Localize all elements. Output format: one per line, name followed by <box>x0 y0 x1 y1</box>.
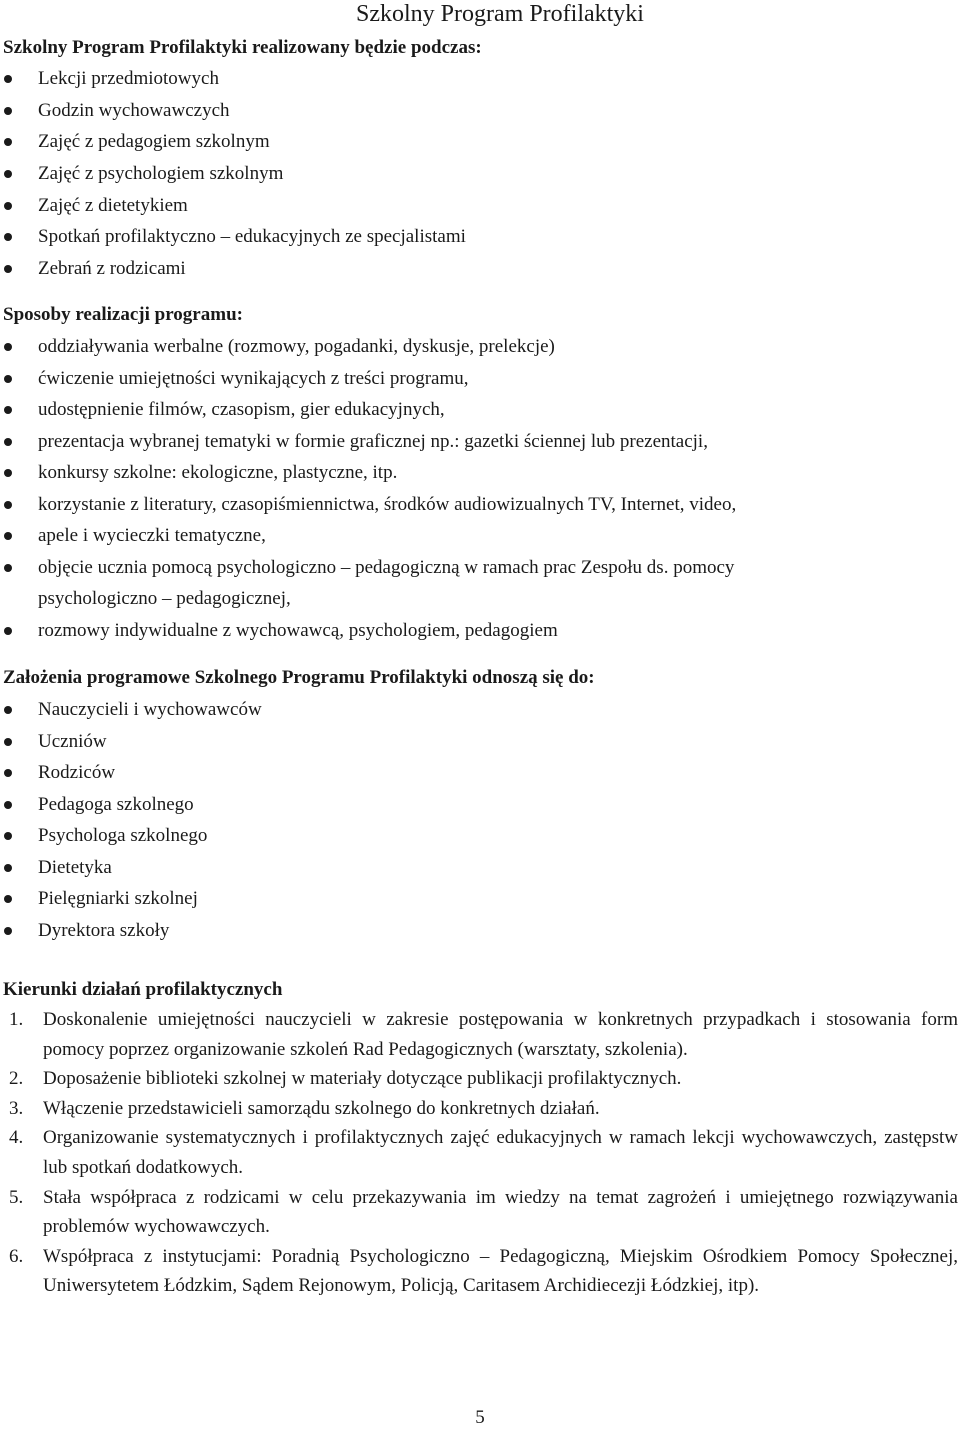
list-item: ćwiczenie umiejętności wynikających z treści programu, <box>0 363 960 395</box>
list-item: Zajęć z dietetykiem <box>0 190 960 222</box>
list-item: udostępnienie filmów, czasopism, gier edukacyjnych, <box>0 394 960 426</box>
bullet-list <box>0 63 960 285</box>
bullet-icon <box>4 895 12 903</box>
bullet-icon <box>4 265 12 273</box>
list-item: korzystanie z literatury, czasopiśmiennictwa, środków audiowizualnych TV, Internet, video, <box>0 489 960 521</box>
list-item: apele i wycieczki tematyczne, <box>0 520 960 552</box>
bullet-icon <box>4 107 12 115</box>
bullet-icon <box>4 202 12 210</box>
bullet-icon <box>4 469 12 477</box>
section-realization-contexts <box>0 33 960 285</box>
list-item: 4. Organizowanie systematycznych i profilaktycznych zajęć edukacyjnych w ramach lekcji wychowawczych, zastępstw lub spotkań dodatkowych. <box>0 1123 960 1182</box>
bullet-icon <box>4 501 12 509</box>
list-item: objęcie ucznia pomocą psychologiczno – pedagogiczną w ramach prac Zespołu ds. pomocy <box>0 552 960 584</box>
bullet-icon <box>4 170 12 178</box>
bullet-list <box>0 331 960 646</box>
bullet-icon <box>4 832 12 840</box>
section-target-groups <box>0 662 960 946</box>
bullet-icon <box>4 769 12 777</box>
numbered-list <box>0 1005 960 1301</box>
list-item: Pielęgniarki szkolnej <box>0 883 960 915</box>
list-item: Zajęć z pedagogiem szkolnym <box>0 126 960 158</box>
bullet-icon <box>4 138 12 146</box>
bullet-icon <box>4 738 12 746</box>
list-item: 1. Doskonalenie umiejętności nauczycieli w zakresie postępowania w konkretnych przypadkach i stosowania form pomocy poprzez organizowanie szkoleń Rad Pedagogicznych (warsztaty, szkolenia). <box>0 1005 960 1064</box>
list-item: 2. Doposażenie biblioteki szkolnej w materiały dotyczące publikacji profilaktycznych. <box>0 1064 960 1094</box>
list-item: konkursy szkolne: ekologiczne, plastyczne, itp. <box>0 457 960 489</box>
list-item: Lekcji przedmiotowych <box>0 63 960 95</box>
list-item: Dyrektora szkoły <box>0 915 960 947</box>
list-item-continuation: psychologiczno – pedagogicznej, <box>38 588 291 609</box>
document-title: Szkolny Program Profilaktyki <box>356 1 644 27</box>
list-item: 5. Stała współpraca z rodzicami w celu przekazywania im wiedzy na temat zagrożeń i umiejętnego rozwiązywania problemów wychowawczych. <box>0 1183 960 1242</box>
bullet-icon <box>4 627 12 635</box>
item-number: 4. <box>9 1127 24 1149</box>
bullet-list <box>0 694 960 946</box>
item-number: 6. <box>9 1245 24 1267</box>
bullet-icon <box>4 375 12 383</box>
list-item: Dietetyka <box>0 852 960 884</box>
bullet-icon <box>4 706 12 714</box>
section-heading: Kierunki działań profilaktycznych <box>3 979 283 1000</box>
bullet-icon <box>4 406 12 414</box>
bullet-icon <box>4 801 12 809</box>
bullet-icon <box>4 233 12 241</box>
section-heading: Założenia programowe Szkolnego Programu Profilaktyki odnoszą się do: <box>3 667 595 688</box>
list-item: Pedagoga szkolnego <box>0 789 960 821</box>
list-item: Rodziców <box>0 757 960 789</box>
section-prevention-directions <box>0 975 960 1301</box>
list-item: rozmowy indywidualne z wychowawcą, psychologiem, pedagogiem <box>0 615 960 647</box>
list-item: 3. Włączenie przedstawicieli samorządu szkolnego do konkretnych działań. <box>0 1094 960 1124</box>
item-number: 5. <box>9 1186 24 1208</box>
bullet-icon <box>4 438 12 446</box>
bullet-icon <box>4 927 12 935</box>
item-number: 2. <box>9 1068 24 1090</box>
list-item: Nauczycieli i wychowawców <box>0 694 960 726</box>
list-item: Zajęć z psychologiem szkolnym <box>0 158 960 190</box>
bullet-icon <box>4 75 12 83</box>
list-item: Godzin wychowawczych <box>0 95 960 127</box>
item-number: 3. <box>9 1097 24 1119</box>
bullet-icon <box>4 532 12 540</box>
list-item: Psychologa szkolnego <box>0 820 960 852</box>
list-item: Uczniów <box>0 726 960 758</box>
list-item: oddziaływania werbalne (rozmowy, pogadanki, dyskusje, prelekcje) <box>0 331 960 363</box>
item-number: 1. <box>9 1009 24 1030</box>
bullet-icon <box>4 343 12 351</box>
list-item: prezentacja wybranej tematyki w formie graficznej np.: gazetki ściennej lub prezentacji, <box>0 426 960 458</box>
section-realization-methods <box>0 299 960 646</box>
list-item: 6. Współpraca z instytucjami: Poradnią Psychologiczno – Pedagogiczną, Miejskim Ośrodkiem Pomocy Społecznej, Uniwersytetem Łódzkim, Sądem Rejonowym, Policją, Caritasem Archidiecezji Łódzkiej, itp). <box>0 1242 960 1301</box>
section-heading: Sposoby realizacji programu: <box>3 304 243 325</box>
bullet-icon <box>4 564 12 572</box>
list-item: Spotkań profilaktyczno – edukacyjnych ze specjalistami <box>0 221 960 253</box>
page-number: 5 <box>475 1407 485 1428</box>
list-item: Zebrań z rodzicami <box>0 253 960 285</box>
section-heading: Szkolny Program Profilaktyki realizowany będzie podczas: <box>3 37 482 58</box>
bullet-icon <box>4 864 12 872</box>
